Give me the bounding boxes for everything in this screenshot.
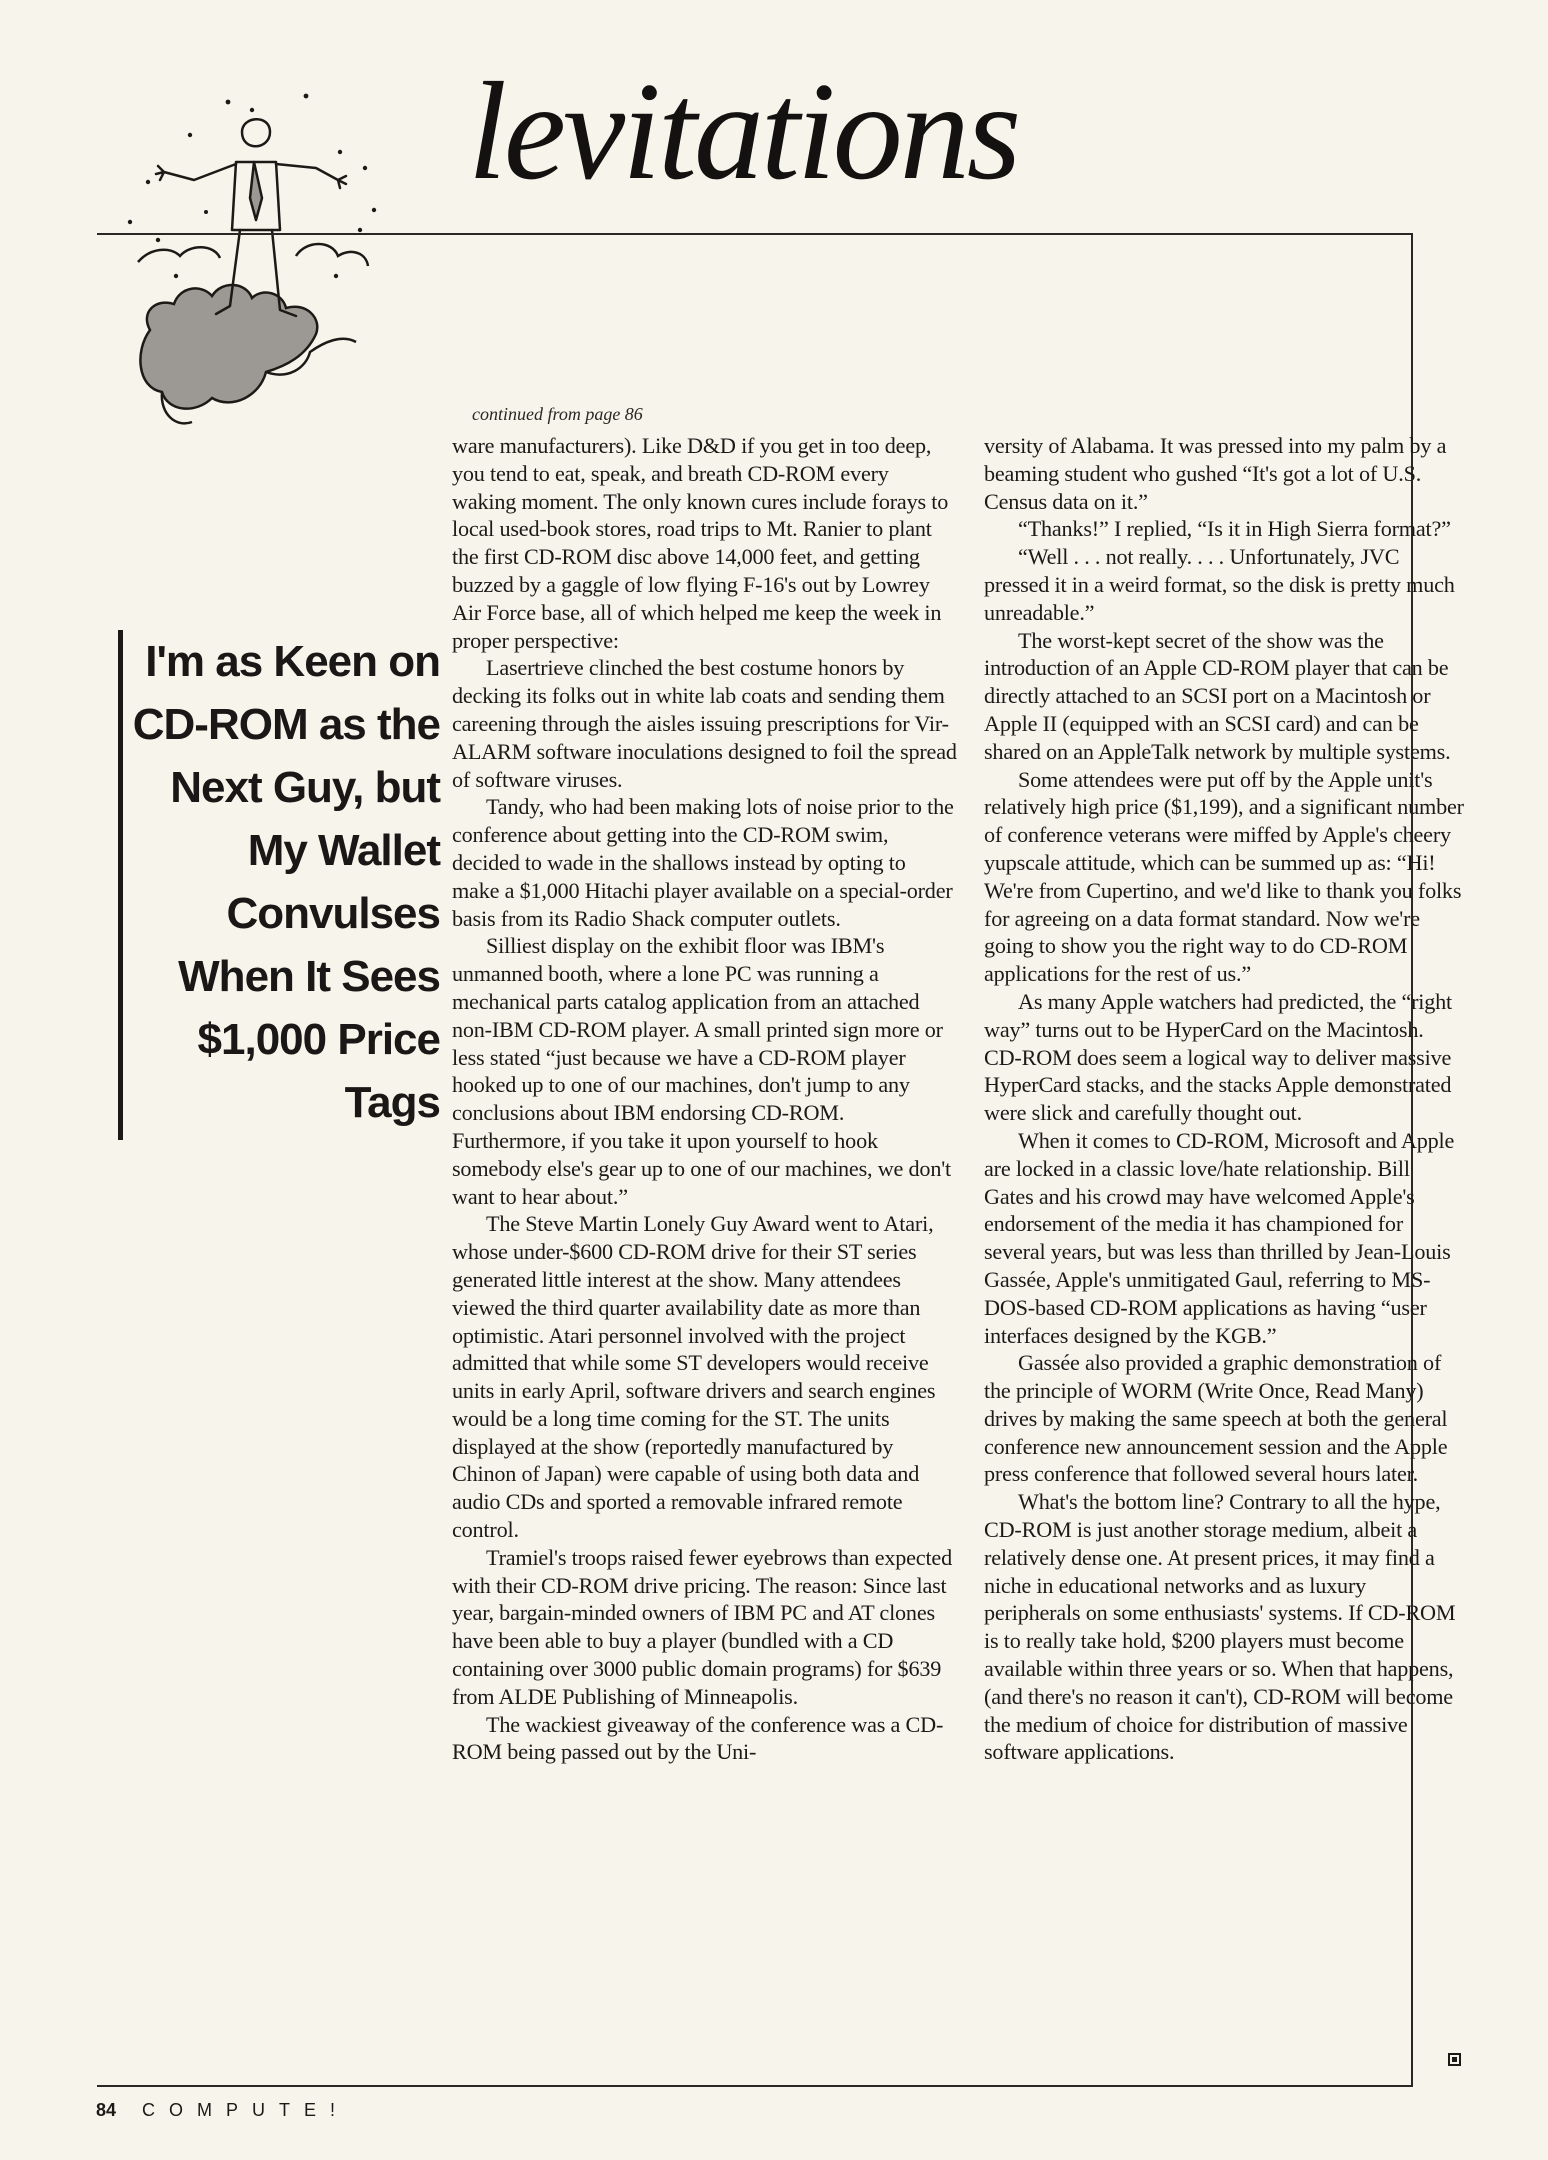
paragraph: Some attendees were put off by the Apple unit's relatively high price ($1,199), and a significant number of conference veterans were miffed by Apple's cheery yupscale attitude, which can be summed up as: “Hi! We're from Cupertino, and we'd like to thank you folks for agreeing on a data format standard. Now we're going to show you the right way to do CD-ROM applications for the rest of us.” bbox=[984, 766, 1464, 987]
article-column-2 bbox=[984, 432, 1464, 2072]
paragraph: What's the bottom line? Contrary to all the hype, CD-ROM is just another storage medium, albeit a relatively dense one. At present prices, it may find a niche in educational networks and as luxury peripherals on some enthusiasts' systems. If CD-ROM is to really take hold, $200 players must become available within three years or so. When that happens, (and there's no reason it can't), CD-ROM will become the medium of choice for distribution of massive software applications. bbox=[984, 1489, 1456, 1765]
paragraph: As many Apple watchers had predicted, the “right way” turns out to be HyperCard on the Macintosh. CD-ROM does seem a logical way to deliver massive HyperCard stacks, and the stacks Apple demonstrated were slick and carefully thought out. bbox=[984, 988, 1453, 1126]
article-column-1 bbox=[452, 432, 957, 2072]
pull-quote bbox=[118, 630, 448, 1140]
publication-name: COMPUTE! bbox=[142, 2100, 350, 2120]
pull-quote-text: I'm as Keen on CD-ROM as the Next Guy, but My Wallet Convulses When It Sees $1,000 Price Tags bbox=[132, 637, 440, 1127]
paragraph: versity of Alabama. It was pressed into my palm by a beaming student who gushed “It's got a lot of U.S. Census data on it.” bbox=[984, 433, 1447, 514]
page-number: 84 bbox=[96, 2100, 117, 2120]
paragraph: The wackiest giveaway of the conference was a CD-ROM being passed out by the Uni- bbox=[452, 1711, 944, 1765]
paragraph: Silliest display on the exhibit floor was IBM's unmanned booth, where a lone PC was running a mechanical parts catalog application from an attached non-IBM CD-ROM player. A small printed sign more or less stated “just because we have a CD-ROM player hooked up to one of our machines, don't jump to any conclusions about IBM endorsing CD-ROM. Furthermore, if you take it upon yourself to hook somebody else's gear up to one of our machines, we don't want to hear about.” bbox=[452, 933, 951, 1209]
paragraph: Lasertrieve clinched the best costume honors by decking its folks out in white lab coats and sending them careening through the aisles issuing prescriptions for Vir-ALARM software inoculations designed to foil the spread of software viruses. bbox=[452, 655, 957, 792]
paragraph: When it comes to CD-ROM, Microsoft and Apple are locked in a classic love/hate relationship. Bill Gates and his crowd may have welcomed Apple's endorsement of the media it has championed for several years, but was less than thrilled by Jean-Louis Gassée, Apple's unmitigated Gaul, referring to MS-DOS-based CD-ROM applications as having “user interfaces designed by the KGB.” bbox=[984, 1127, 1455, 1348]
paragraph: The Steve Martin Lonely Guy Award went to Atari, whose under-$600 CD-ROM drive for their ST series generated little interest at the show. Many attendees viewed the third quarter availability date as more than optimistic. Atari personnel involved with the project admitted that while some ST developers would receive units in early April, software drivers and search engines would be a long time coming for the ST. The units displayed at the show (reportedly manufactured by Chinon of Japan) were capable of using both data and audio CDs and sported a removable infrared remote control. bbox=[452, 1211, 936, 1543]
paragraph: “Well . . . not really. . . . Unfortunately, JVC pressed it in a weird format, so the disk is pretty much unreadable.” bbox=[984, 544, 1455, 625]
paragraph: Tandy, who had been making lots of noise prior to the conference about getting into the CD-ROM swim, decided to wade in the shallows instead by opting to make a $1,000 Hitachi player available on a special-order basis from its Radio Shack computer outlets. bbox=[452, 794, 954, 931]
paragraph: The worst-kept secret of the show was the introduction of an Apple CD-ROM player that can be directly attached to an SCSI port on a Macintosh or Apple II (equipped with an SCSI card) and can be shared on an AppleTalk network by multiple systems. bbox=[984, 627, 1451, 764]
paragraph: “Thanks!” I replied, “Is it in High Sierra format?” bbox=[1018, 516, 1451, 542]
paragraph: Tramiel's troops raised fewer eyebrows than expected with their CD-ROM drive pricing. The reason: Since last year, bargain-minded owners of IBM PC and AT clones have been able to buy a player (bundled with a CD containing over 3000 public domain programs) for $639 from ALDE Publishing of Minneapolis. bbox=[452, 1544, 952, 1709]
paragraph: ware manufacturers). Like D&D if you get in too deep, you tend to eat, speak, and breath CD-ROM every waking moment. The only known cures include forays to local used-book stores, road trips to Mt. Ranier to plant the first CD-ROM disc above 14,000 feet, and getting buzzed by a gaggle of low flying F-16's out by Lowrey Air Force base, all of which helped me keep the week in proper perspective: bbox=[452, 433, 949, 653]
end-of-article-mark bbox=[1448, 2053, 1461, 2066]
paragraph: Gassée also provided a graphic demonstration of the principle of WORM (Write Once, Read Many) drives by making the same speech at both the general conference new announcement session and the Apple press conference that followed several hours later. bbox=[984, 1350, 1448, 1487]
continued-from-note: continued from page 86 bbox=[472, 404, 643, 424]
column-masthead: levitations bbox=[468, 54, 1019, 209]
page-footer bbox=[96, 2100, 349, 2121]
